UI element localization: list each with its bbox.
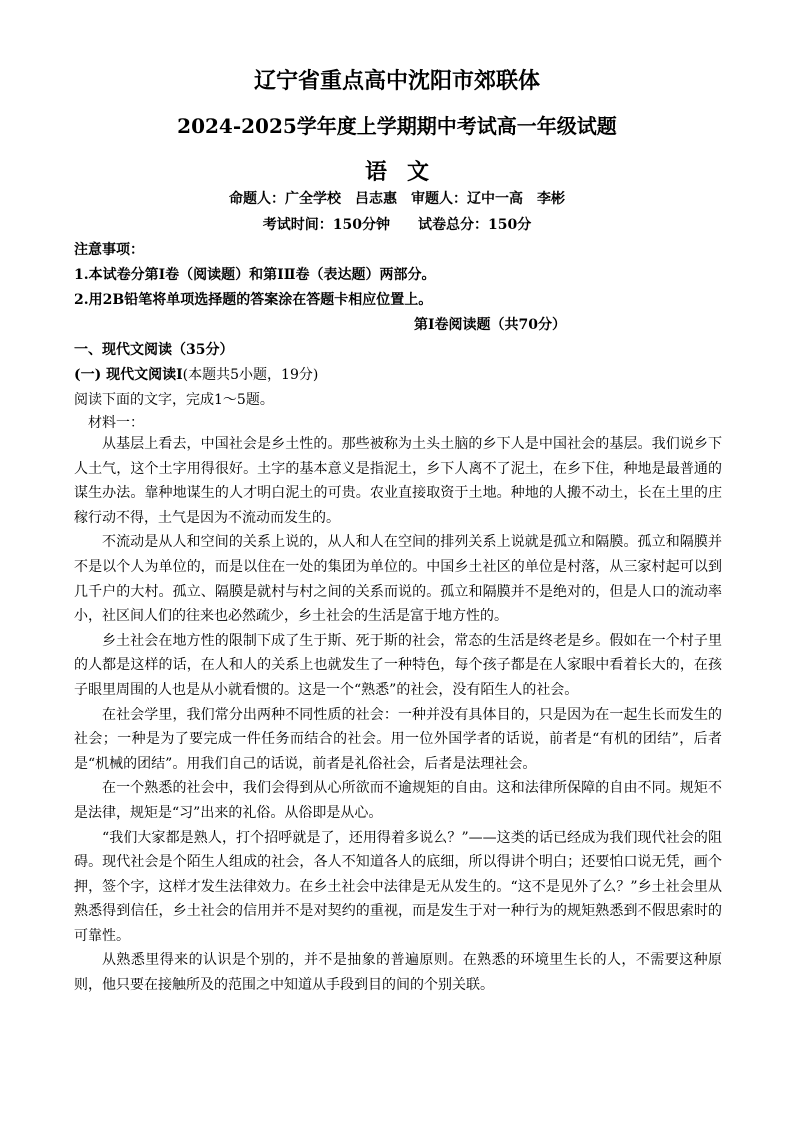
passage-paragraph-7: 从熟悉里得来的认识是个别的，并不是抽象的普遍原则。在熟悉的环境里生长的人，不需要这种原则，他只要在接触所及的范围之中知道从手段到目的间的个别关联。: [74, 952, 722, 994]
passage-paragraph-1: 从基层上看去，中国社会是乡土性的。那些被称为土头土脑的乡下人是中国社会的基层。我们说乡下人土气，这个土字用得很好。土字的基本意义是指泥土，乡下人离不了泥土，在乡下住，种地是最普通的谋生办法。靠种地谋生的人才明白泥土的可贵。农业直接取资于土地。种地的人搬不动土，长在土里的庄稼行动不得，土气是因为不流动而发生的。: [74, 436, 722, 526]
exam-title-line1: 辽宁省重点高中沈阳市郊联体: [253, 68, 540, 94]
exam-score: 试卷总分：150分: [418, 217, 532, 233]
note-item-1: 1.本试卷分第Ⅰ卷（阅读题）和第ⅠⅡ卷（表达题）两部分。: [74, 267, 436, 283]
passage-paragraph-3: 乡土社会在地方性的限制下成了生于斯、死于斯的社会，常态的生活是终老是乡。假如在一个村子里的人都是这样的话，在人和人的关系上也就发生了一种特色，每个孩子都是在人家眼中看着长大的，在孩子眼里周围的人也是从小就看惯的。这是一个“熟悉”的社会，没有陌生人的社会。: [74, 632, 722, 698]
subtitle-prefix: (一) 现代文阅读Ⅰ: [74, 367, 183, 383]
exam-info-line: [0, 214, 794, 234]
passage-paragraph-5: 在一个熟悉的社会中，我们会得到从心所欲而不逾规矩的自由。这和法律所保障的自由不同。规矩不是法律，规矩是“习”出来的礼俗。从俗即是从心。: [74, 780, 722, 821]
exam-time: 考试时间：150分钟: [262, 217, 390, 233]
note-item-2: 2.用2B铅笔将单项选择题的答案涂在答题卡相应位置上。: [74, 292, 433, 308]
section1-instruction: 阅读下面的文字，完成1～5题。: [74, 392, 274, 408]
section1-title: 一、现代文阅读（35分）: [74, 342, 234, 358]
reading-passage: [74, 432, 722, 998]
passage-paragraph-4: 在社会学里，我们常分出两种不同性质的社会：一种并没有具体目的，只是因为在一起生长而发生的社会；一种是为了要完成一件任务而结合的社会。用一位外国学者的话说，前者是“有机的团结”，后者是“机械的团结”。用我们自己的话说，前者是礼俗社会，后者是法理社会。: [74, 706, 722, 772]
author-line: 命题人：广全学校 吕志惠 审题人：辽中一高 李彬: [229, 191, 565, 207]
subtitle-suffix: (本题共5小题，19分): [182, 367, 319, 383]
notes-heading: 注意事项：: [74, 242, 144, 258]
section1-subtitle: [74, 364, 318, 384]
part1-title: 第Ⅰ卷阅读题（共70分）: [413, 317, 567, 333]
exam-title-line2: 2024-2025学年度上学期期中考试高一年级试题: [177, 114, 617, 138]
material-label: 材料一：: [88, 415, 144, 431]
passage-paragraph-6: “我们大家都是熟人，打个招呼就是了，还用得着多说么？”——这类的话已经成为我们现代社会的阻碍。现代社会是个陌生人组成的社会，各人不知道各人的底细，所以得讲个明白；还要怕口说无凭，画个押，签个字，这样才发生法律效力。在乡土社会中法律是无从发生的。“这不是见外了么？”乡土社会里从熟悉得到信任，乡土社会的信用并不是对契约的重视，而是发生于对一种行为的规矩熟悉到不假思索时的可靠性。: [74, 829, 722, 944]
passage-paragraph-2: 不流动是从人和空间的关系上说的，从人和人在空间的排列关系上说就是孤立和隔膜。孤立和隔膜并不是以个人为单位的，而是以住在一处的集团为单位的。中国乡土社区的单位是村落，从三家村起可以到几千户的大村。孤立、隔膜是就村与村之间的关系而说的。孤立和隔膜并不是绝对的，但是人口的流动率小，社区间人们的往来也必然疏少，乡土社会的生活是富于地方性的。: [74, 534, 722, 625]
subject-title: 语文: [364, 159, 449, 185]
